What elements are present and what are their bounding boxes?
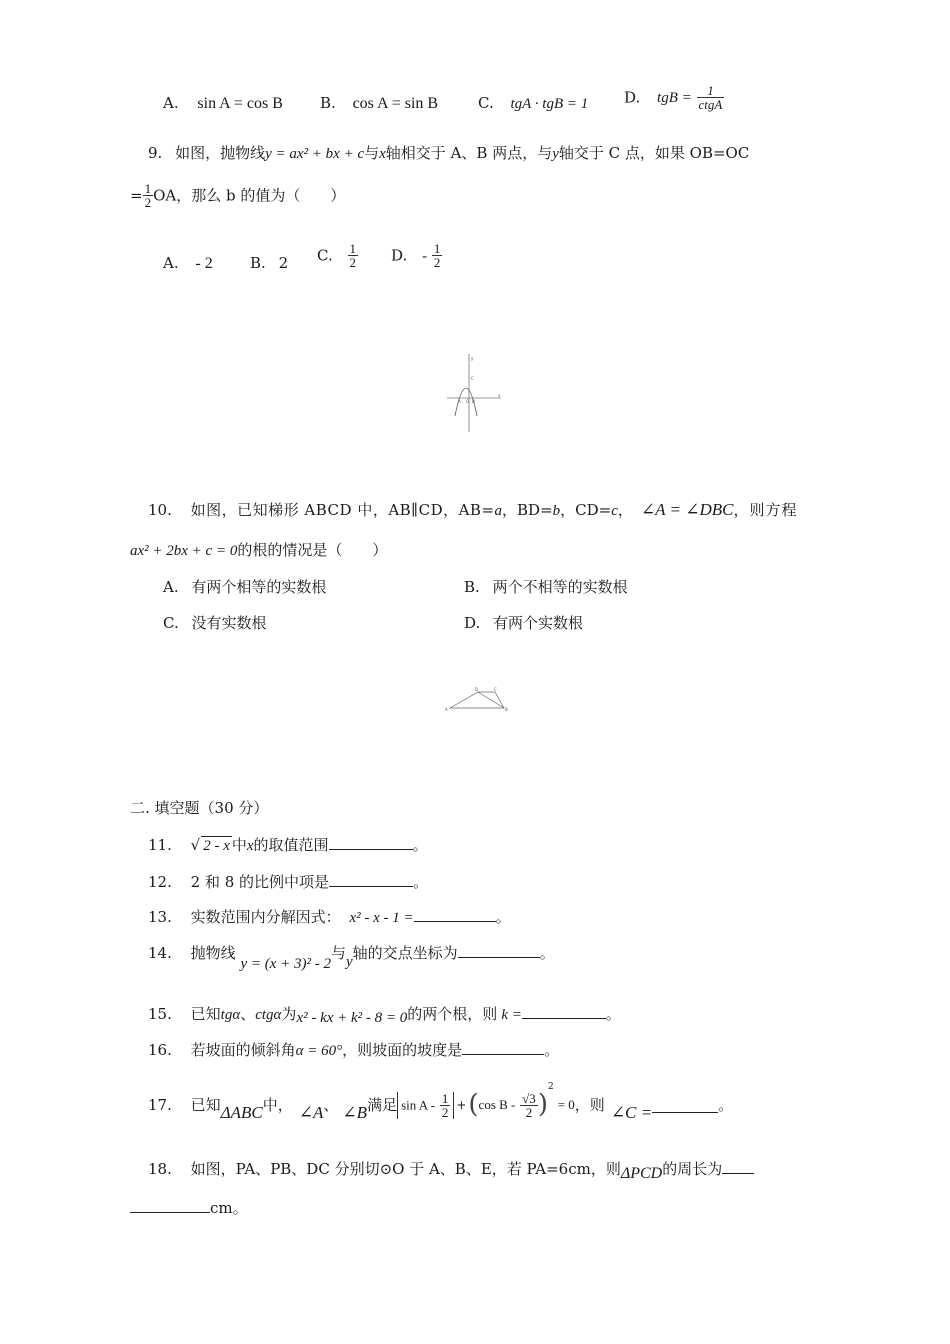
option-label: A. [163,578,179,596]
answer-blank[interactable] [722,1159,754,1174]
q8-option-d [624,84,724,111]
text: 的周长为 [662,1160,723,1178]
question-number: 17. [148,1096,172,1114]
sign: - [422,246,428,265]
text: 的取值范围 [253,836,329,854]
text: = [130,186,143,205]
option-label: B. [250,254,266,272]
label-o: O [466,399,470,404]
q9-option-c [317,242,358,269]
text: ，则方程 [733,501,798,519]
q17 [148,1082,733,1132]
text: 如图，抛物线 [175,144,266,162]
text: 。 [544,1041,560,1059]
text: 与 [330,944,346,962]
angle-a: ∠A [298,1102,324,1122]
text: 。 [718,1096,734,1114]
text: 。 [413,873,429,891]
equation: x² - x - 1 = [349,910,414,926]
q9-stem-line2 [130,182,345,209]
label-d: D [475,687,479,692]
text: 。 [412,836,428,854]
answer-blank[interactable] [414,907,496,922]
text: 中， [262,1096,293,1114]
fraction [143,182,154,209]
option-label: A. [163,94,179,112]
question-number: 16. [148,1041,172,1059]
q8-option-a [163,94,283,113]
expression: tgα [220,1007,241,1023]
question-number: 18. [148,1160,172,1178]
text: ，则 [574,1096,605,1114]
q16 [148,1040,559,1060]
radicand: 2 - x [203,838,230,854]
text: 若坡面的倾斜角 [190,1041,296,1059]
text: 实数范围内分解因式： [190,908,341,926]
q10-stem-line1 [148,500,797,520]
right-paren: ) [537,1089,548,1120]
question-number: 15. [148,1005,172,1023]
denominator: 2 [441,1104,449,1120]
denominator: ctgA [698,97,723,112]
q9-stem-line1 [148,144,749,163]
variable: c [611,503,618,519]
q10-stem-line2 [130,541,387,560]
sin-term: sin A - [401,1097,436,1113]
unit-text: cm。 [210,1199,248,1217]
q8-option-c [478,94,588,113]
denominator: 2 [525,1104,533,1120]
answer-blank[interactable] [329,835,413,850]
q9-option-b [250,254,288,272]
question-number: 11. [148,836,172,854]
q10-option-b [464,578,628,596]
option-label: A. [163,254,179,272]
option-label: B. [464,578,480,596]
q11 [148,835,428,855]
text: ，则坡面的坡度是 [342,1041,463,1059]
diagonal-bd [478,692,504,708]
option-label: C. [478,94,494,112]
plus-sign: + [456,1097,467,1112]
variable: y [552,146,559,162]
question-number: 13. [148,908,172,926]
denominator: 2 [349,255,356,270]
option-expr: sin A = cos B [197,95,283,112]
equals-zero: = 0 [557,1097,575,1113]
text: 如图，PA、PB、DC 分别切⊙O 于 A、B、E，若 PA=6cm，则 [190,1160,621,1178]
text: 如图，已知梯形 ABCD 中，AB∥CD，AB= [190,501,495,519]
text: ，CD= [560,501,612,519]
triangle: ΔABC [220,1102,263,1122]
variable: y [346,954,353,970]
option-label: C. [163,614,179,632]
label-a: A [458,399,461,404]
text: 2 和 8 的比例中项是 [190,873,330,891]
sqrt-expression: √ 2 - x [190,836,230,854]
left-paren: ( [468,1089,479,1120]
label-x: x [498,393,501,398]
text: 、 [240,1005,256,1023]
option-value: 2 [278,254,289,272]
option-label: D. [464,614,481,632]
trapezoid-outline [450,692,504,708]
text: 轴相交于 A、B 两点，与 [385,144,553,162]
absolute-value [397,1092,454,1119]
text: 的两个根，则 [407,1005,498,1023]
question-number: 12. [148,873,172,891]
fraction [697,84,725,111]
option-value: - 2 [195,255,213,272]
equation: α = 60° [295,1043,343,1059]
equation: ax² + 2bx + c = 0 [130,543,238,559]
variable: a [494,503,503,519]
option-expr: tgA · tgB = 1 [510,96,589,112]
numerator: √3 [522,1090,536,1106]
answer-blank[interactable] [458,943,540,958]
q15 [148,1004,621,1024]
q14 [148,943,555,972]
text: 的根的情况是（ ） [237,541,388,559]
variable: b [552,503,561,519]
numerator: 1 [697,84,725,98]
q10-option-d [464,614,583,632]
q13 [148,907,511,927]
text: 轴交于 C 点，如果 OB=OC [558,144,750,162]
denominator: 2 [144,195,152,210]
option-text: 有两个实数根 [493,614,584,632]
text: 轴的交点坐标为 [352,944,458,962]
answer-blank[interactable] [522,1004,606,1019]
triangle: ΔPCD [620,1165,663,1182]
answer-blank[interactable] [652,1098,718,1113]
text: 、 [323,1096,339,1114]
angle-c: ∠C = [610,1102,653,1122]
fraction [440,1092,451,1119]
numerator: 1 [433,241,441,256]
parabola-figure [445,352,505,434]
text: 。 [539,944,555,962]
angle-b: ∠B [342,1102,368,1122]
question-number: 10. [148,501,172,519]
text: ，BD= [502,501,553,519]
numerator: 1 [144,181,152,196]
label-a: A [445,707,448,712]
q12 [148,872,428,891]
expression: ctgα [255,1007,282,1023]
numerator: 1 [349,241,356,256]
option-label: C. [317,246,333,265]
text: 已知 [190,1096,221,1114]
exponent: 2 [547,1082,554,1092]
section-title: 二. 填空题（30 分） [130,799,269,817]
trapezoid-figure [444,686,510,714]
option-label: D. [624,88,641,107]
fraction [432,242,443,269]
label-y: y [471,356,474,361]
text: 已知 [190,1005,221,1023]
equation: x² - kx + k² - 8 = 0 [296,1010,408,1026]
q9-option-d [391,242,442,269]
text: 抛物线 [190,944,236,962]
option-label: D. [391,246,408,265]
fraction [348,242,359,269]
label-c: C [471,376,474,381]
answer-blank[interactable] [462,1040,544,1055]
question-number: 14. [148,944,172,962]
option-text: 有两个相等的实数根 [191,578,327,596]
variable: x [246,838,254,854]
label-b: B [472,399,475,404]
question-number: 9. [148,144,163,162]
option-expr: cos A = sin B [352,95,439,112]
text: 为 [281,1005,297,1023]
option-text: 两个不相等的实数根 [492,578,628,596]
option-expr: tgB = [657,89,692,106]
equation: y = ax² + bx + c [265,146,365,162]
answer-blank-continued[interactable] [130,1198,210,1213]
cos-term: cos B - [478,1097,516,1113]
q18-line1 [148,1159,754,1182]
text: ， [617,501,633,519]
equation: y = (x + 3)² - 2 [240,956,331,972]
numerator: 1 [441,1090,449,1106]
q8-option-b [320,94,438,113]
answer-blank[interactable] [329,872,413,887]
q10-option-c [163,614,267,632]
q9-option-a [163,254,213,273]
angle-equation: ∠A = ∠DBC [640,500,734,519]
text: 满足 [367,1096,398,1114]
text: 中 [231,836,247,854]
text: 。 [495,908,511,926]
label-b: B [505,707,508,712]
denominator: 2 [433,255,441,270]
text: 。 [605,1005,621,1023]
option-text: 没有实数根 [191,614,267,632]
text: 与 [364,144,380,162]
q18-line2 [130,1198,248,1217]
fraction [520,1092,538,1119]
q10-option-a [163,578,326,596]
option-label: B. [320,94,336,112]
text: OA，那么 b 的值为（ ） [153,186,346,205]
variable: x [379,146,386,162]
label-c: C [494,687,497,692]
variable: k = [501,1007,522,1023]
